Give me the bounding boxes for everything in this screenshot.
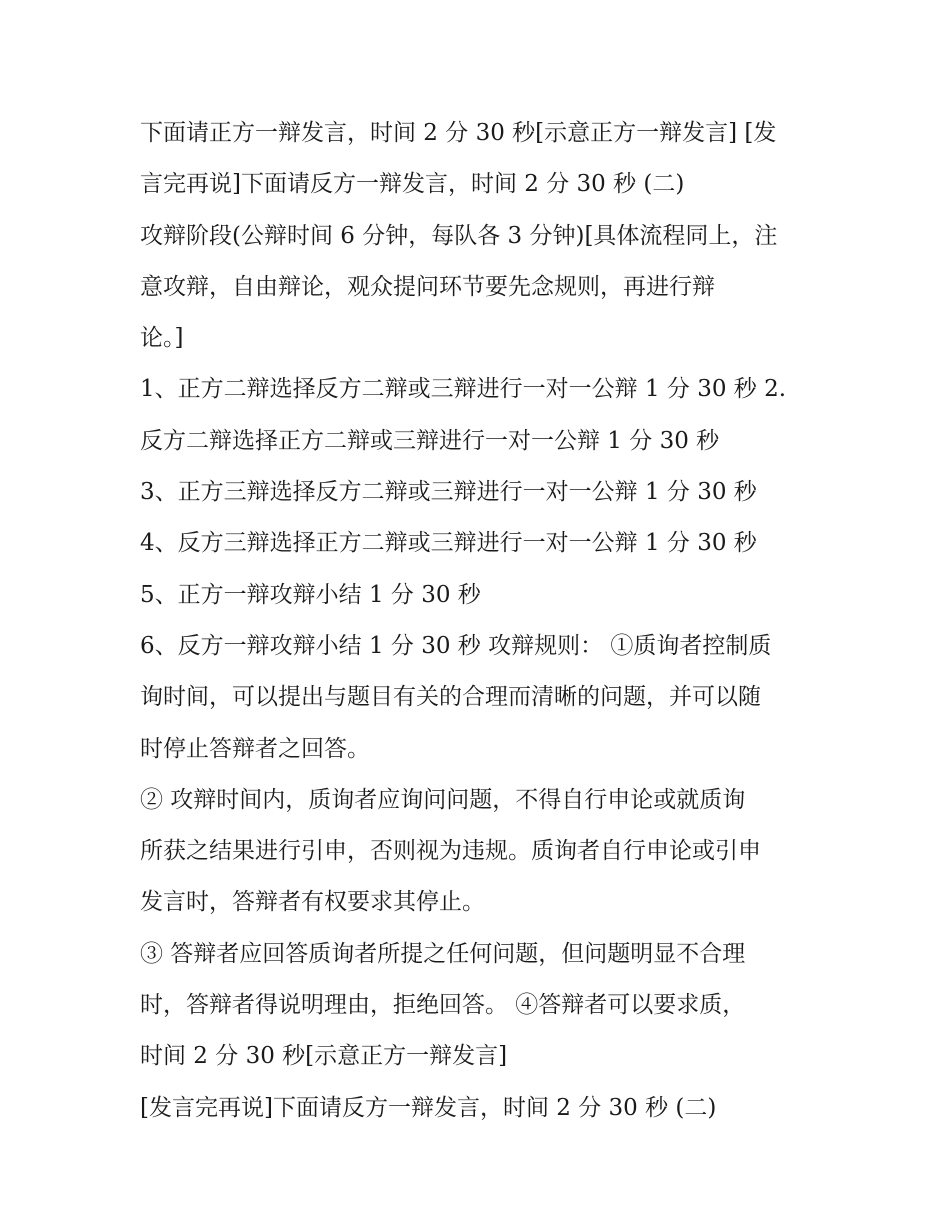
text-line: 意攻辩，自由辩论，观众提问环节要先念规则，再进行辩 <box>140 273 715 300</box>
text-line: 询时间，可以提出与题目有关的合理而清晰的问题，并可以随 <box>140 684 761 711</box>
text-line: [发言完再说]下面请反方一辩发言，时间 2 分 30 秒 (二) <box>140 1094 717 1121</box>
text-line: 6、反方一辩攻辩小结 1 分 30 秒 攻辩规则： ①质询者控制质 <box>140 632 772 659</box>
text-line: 反方二辩选择正方二辩或三辩进行一对一公辩 1 分 30 秒 <box>140 427 720 454</box>
text-line: 1、正方二辩选择反方二辩或三辩进行一对一公辩 1 分 30 秒 2. <box>140 376 787 403</box>
text-line: 言完再说]下面请反方一辩发言，时间 2 分 30 秒 (二) <box>140 171 685 198</box>
text-line: 时，答辩者得说明理由，拒绝回答。 ④答辩者可以要求质， <box>140 992 746 1019</box>
text-line: 4、反方三辩选择正方二辩或三辩进行一对一公辩 1 分 30 秒 <box>140 530 757 557</box>
text-line: 下面请正方一辩发言，时间 2 分 30 秒[示意正方一辩发言] [发 <box>140 120 777 146</box>
text-line: 3、正方三辩选择反方二辩或三辩进行一对一公辩 1 分 30 秒 <box>140 479 757 506</box>
text-line: ② 攻辩时间内，质询者应询问问题，不得自行申论或就质询 <box>140 786 746 813</box>
text-line: ③ 答辩者应回答质询者所提之任何问题，但问题明显不合理 <box>140 940 746 967</box>
text-line: 时停止答辩者之回答。 <box>140 735 370 762</box>
text-line: 攻辩阶段(公辩时间 6 分钟，每队各 3 分钟)[具体流程同上，注 <box>140 222 778 249</box>
text-line: 所获之结果进行引申，否则视为违规。质询者自行申论或引申 <box>140 838 761 865</box>
text-line: 5、正方一辩攻辩小结 1 分 30 秒 <box>140 581 481 608</box>
text-line: 时间 2 分 30 秒[示意正方一辩发言] <box>140 1043 508 1070</box>
text-line: 发言时，答辩者有权要求其停止。 <box>140 889 485 916</box>
document-body <box>140 108 820 1134</box>
text-line: 论。] <box>140 325 184 352</box>
